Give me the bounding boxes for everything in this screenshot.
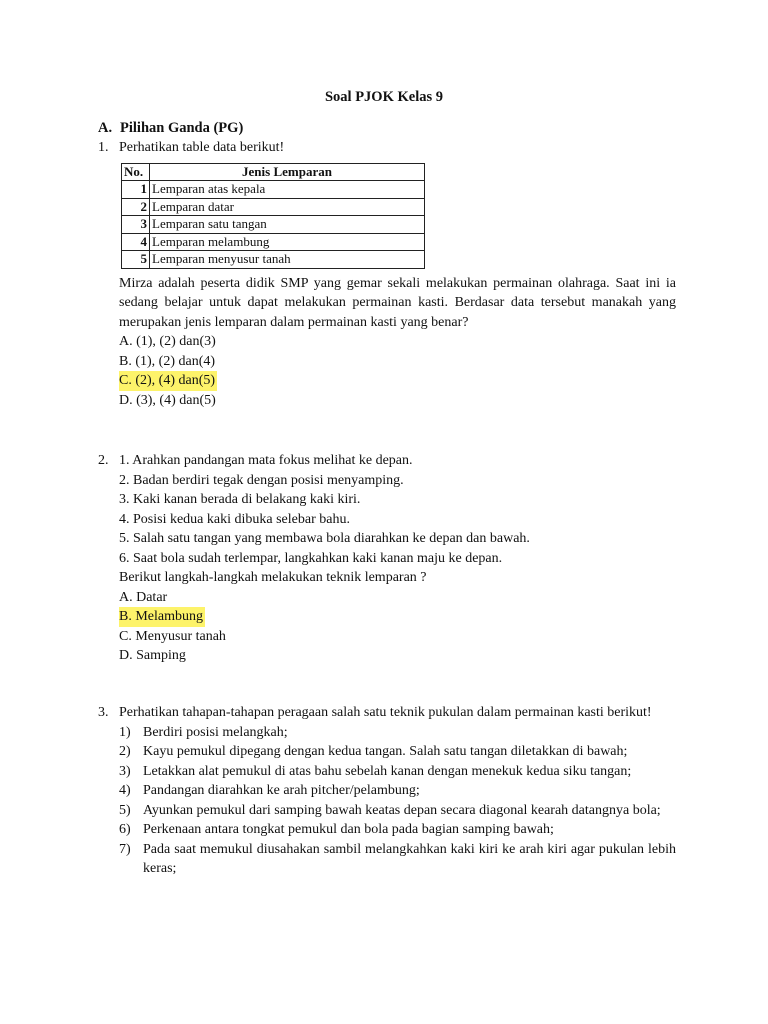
option-c-text: C. Menyusur tanah xyxy=(119,628,226,644)
table-header-jenis: Jenis Lemparan xyxy=(150,163,425,181)
list-item-text: Kayu pemukul dipegang dengan kedua tangan. Salah satu tangan diletakkan di bawah; xyxy=(143,744,628,759)
table-cell-jenis: Lemparan datar xyxy=(150,198,425,216)
list-item-text: Pandangan diarahkan ke arah pitcher/pelambung; xyxy=(143,783,420,798)
option-a-text: A. (1), (2) dan(3) xyxy=(119,334,216,349)
table-cell-no: 4 xyxy=(122,233,150,251)
question-number: 2. xyxy=(98,453,109,468)
list-item xyxy=(119,762,676,782)
step-item: 1. Arahkan pandangan mata fokus melihat ke depan. xyxy=(119,453,413,468)
table-row xyxy=(122,216,425,234)
table-header-no: No. xyxy=(122,163,150,181)
option-a xyxy=(119,588,676,608)
question-text: Berikut langkah-langkah melakukan teknik lemparan ? xyxy=(119,570,427,585)
step-item: 3. Kaki kanan berada di belakang kaki kiri. xyxy=(119,492,361,507)
list-item-text: Letakkan alat pemukul di atas bahu sebelah kanan dengan menekuk kedua siku tangan; xyxy=(143,763,632,779)
table-cell-jenis: Lemparan melambung xyxy=(150,233,425,251)
step-item: 2. Badan berdiri tegak dengan posisi menyamping. xyxy=(119,472,404,488)
table-cell-no: 1 xyxy=(122,181,150,199)
section-title: Pilihan Ganda (PG) xyxy=(120,120,244,136)
table-cell-no: 5 xyxy=(122,251,150,269)
list-item-number: 4) xyxy=(119,783,131,798)
option-c-text-highlighted: C. (2), (4) dan(5) xyxy=(119,371,217,391)
table-cell-no: 2 xyxy=(122,198,150,216)
list-item-text: Perkenaan antara tongkat pemukul dan bola pada bagian samping bawah; xyxy=(143,822,554,837)
list-item xyxy=(119,723,676,743)
list-item-number: 3) xyxy=(119,763,131,779)
list-item-number: 1) xyxy=(119,724,131,740)
step-item: 6. Saat bola sudah terlempar, langkahkan kaki kanan maju ke depan. xyxy=(119,550,503,566)
option-a xyxy=(119,332,676,352)
list-item-number: 7) xyxy=(119,841,131,857)
table-row xyxy=(122,251,425,269)
option-d xyxy=(119,646,676,666)
step-item: 4. Posisi kedua kaki dibuka selebar bahu. xyxy=(119,511,350,527)
list-item xyxy=(119,742,676,762)
list-item-number: 6) xyxy=(119,822,131,837)
list-item-text: Pada saat memukul diusahakan sambil melangkahkan kaki kiri ke arah kiri agar pukulan lebih keras; xyxy=(143,841,676,876)
table-row xyxy=(122,181,425,199)
question-intro: Perhatikan table data berikut! xyxy=(119,140,285,155)
table-row xyxy=(122,233,425,251)
option-a-text: A. Datar xyxy=(119,589,168,605)
question-text: Mirza adalah peserta didik SMP yang gemar sekali melakukan permainan olahraga. Saat ini ia sedang belajar untuk dapat melakukan permainan kasti. Berdasar data tersebut manakah yang merupakan jenis lemparan dalam permainan kasti yang benar? xyxy=(119,275,676,330)
list-item xyxy=(119,840,676,879)
question-number: 3. xyxy=(98,705,109,720)
question-intro: Perhatikan tahapan-tahapan peragaan salah satu teknik pukulan dalam permainan kasti berikut! xyxy=(119,705,652,720)
list-item xyxy=(119,801,676,821)
option-b-text: B. (1), (2) dan(4) xyxy=(119,353,216,369)
list-item xyxy=(119,781,676,801)
list-item xyxy=(119,820,676,840)
option-d-text: D. Samping xyxy=(119,648,186,663)
table-cell-jenis: Lemparan atas kepala xyxy=(150,181,425,199)
table-cell-no: 3 xyxy=(122,216,150,234)
section-heading xyxy=(98,119,243,139)
page-title: Soal PJOK Kelas 9 xyxy=(324,89,444,105)
list-item-text: Ayunkan pemukul dari samping bawah keatas depan secara diagonal kearah datangnya bola; xyxy=(143,802,661,818)
data-table xyxy=(121,163,425,269)
question-1 xyxy=(98,138,676,410)
steps-list xyxy=(119,723,676,879)
table-cell-jenis: Lemparan menyusur tanah xyxy=(150,251,425,269)
table-header-row xyxy=(122,163,425,181)
question-body xyxy=(119,138,676,410)
question-3 xyxy=(98,703,676,879)
option-d-text: D. (3), (4) dan(5) xyxy=(119,392,216,408)
table-row xyxy=(122,198,425,216)
option-c xyxy=(119,627,676,647)
option-d xyxy=(119,391,676,411)
option-b-text-highlighted: B. Melambung xyxy=(119,607,205,627)
list-item-text: Berdiri posisi melangkah; xyxy=(143,724,288,740)
option-c xyxy=(119,371,676,391)
list-item-number: 2) xyxy=(119,744,131,759)
question-number: 1. xyxy=(98,140,109,155)
step-item: 5. Salah satu tangan yang membawa bola diarahkan ke depan dan bawah. xyxy=(119,531,530,546)
section-label: A. xyxy=(98,120,113,136)
question-body xyxy=(119,703,676,879)
question-2 xyxy=(98,451,676,666)
option-b xyxy=(119,352,676,372)
list-item-number: 5) xyxy=(119,802,131,818)
table-cell-jenis: Lemparan satu tangan xyxy=(150,216,425,234)
option-b xyxy=(119,607,676,627)
question-body xyxy=(119,451,676,666)
